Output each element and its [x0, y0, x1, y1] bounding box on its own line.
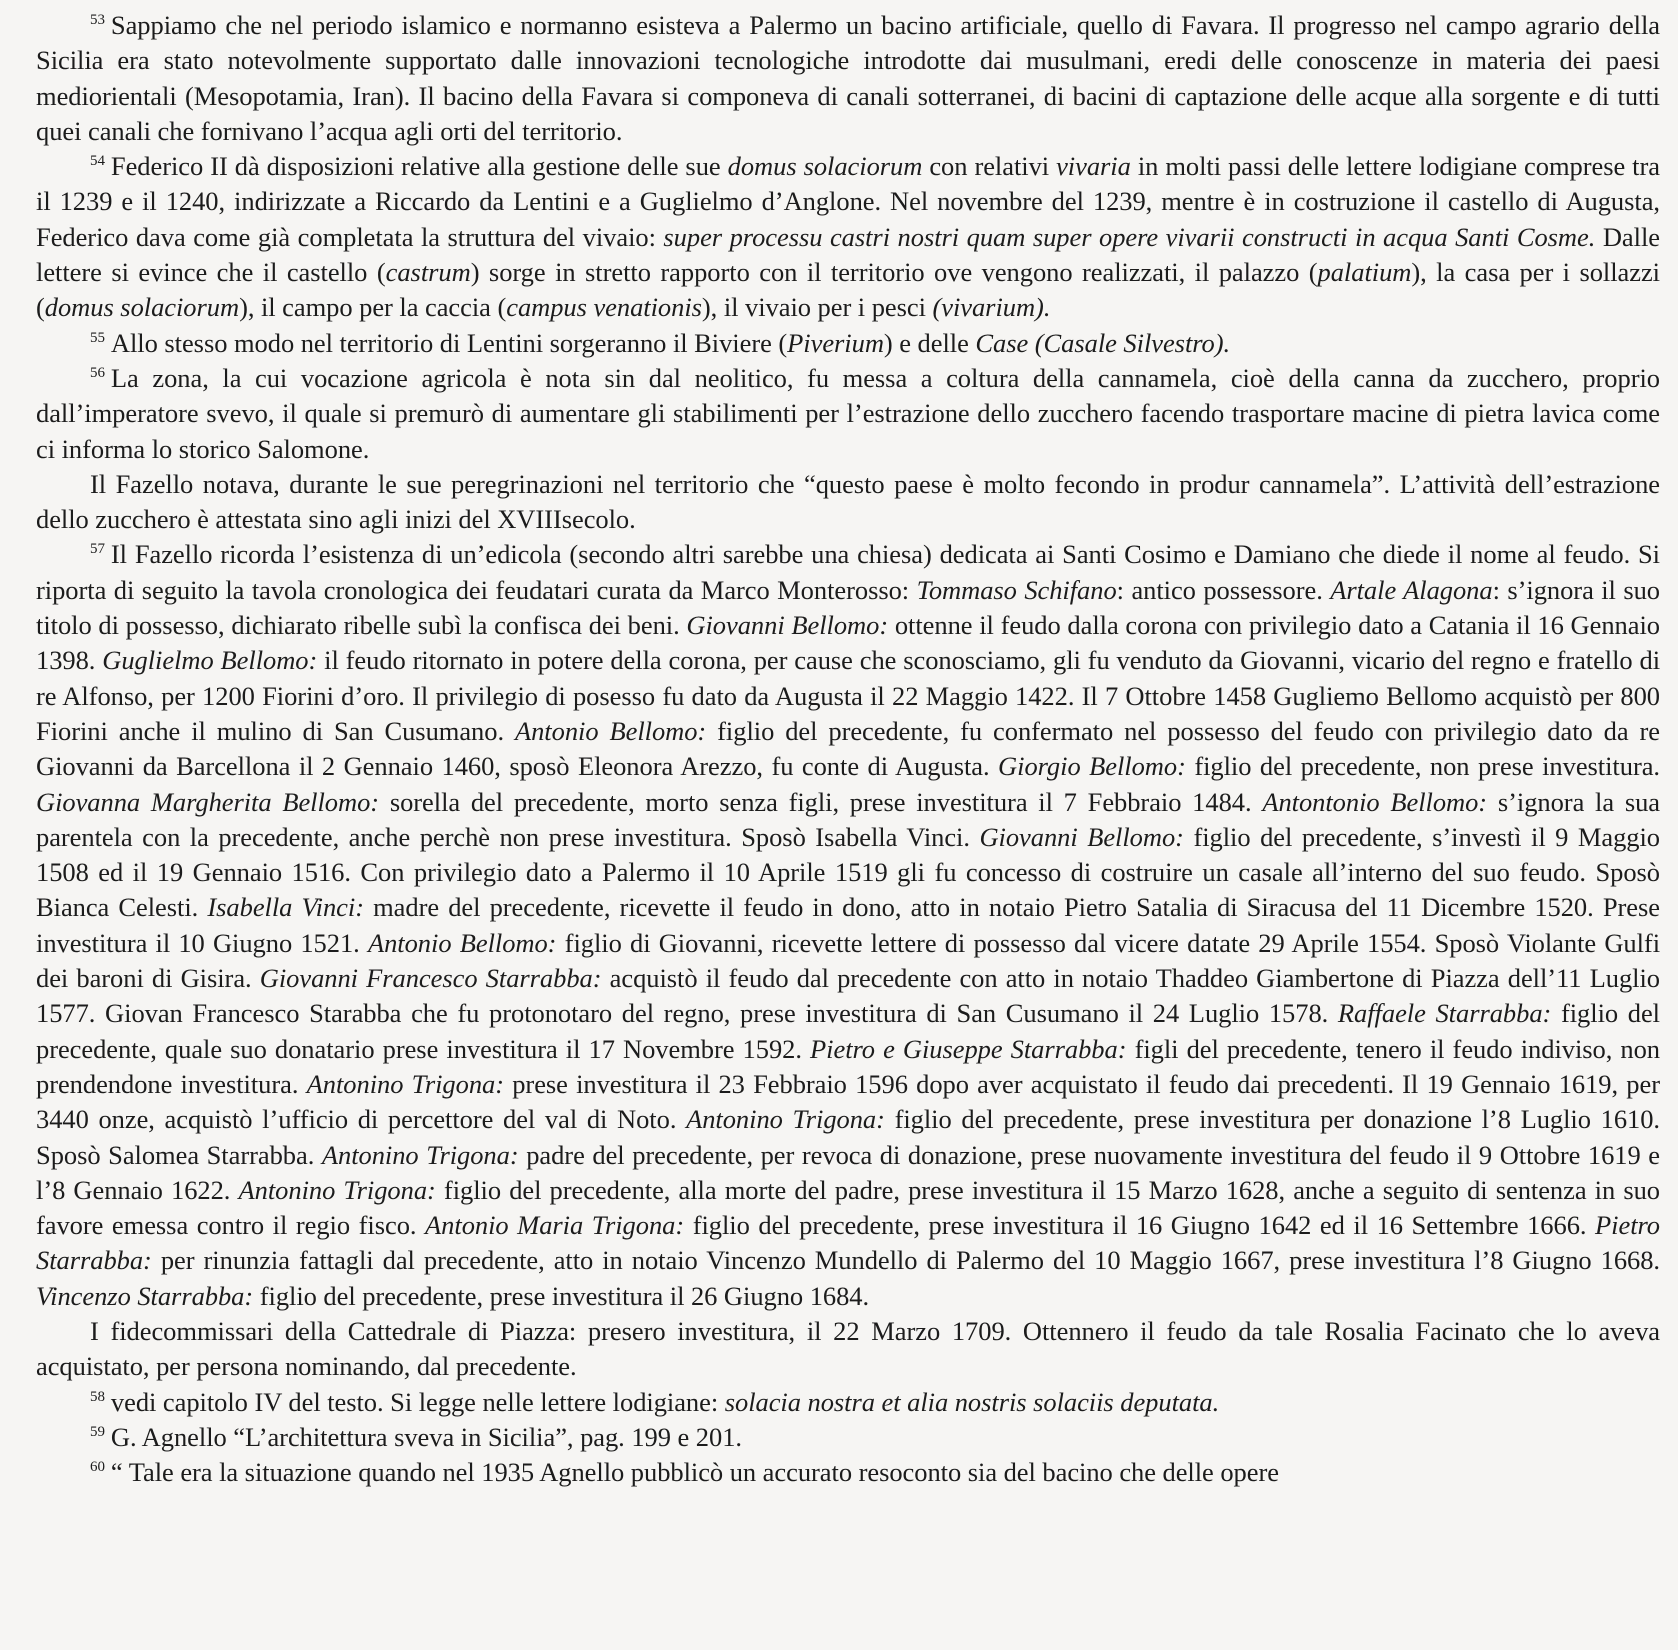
italic-run: Giovanna Margherita Bellomo:	[36, 786, 380, 817]
text-run: per rinunzia fattagli dal precedente, atto in notaio Vincenzo Mundello di Palermo del 10 Maggio 1667, prese investitura l’8 Giugno 1668.	[151, 1245, 1660, 1276]
footnote-53	[36, 8, 1660, 149]
italic-run: Isabella Vinci:	[207, 892, 364, 923]
footnote-59	[36, 1420, 1660, 1455]
text-run: ), il vivaio per i pesci	[701, 292, 933, 323]
italic-run: Antonio Bellomo:	[367, 927, 557, 958]
text-run: La zona, la cui vocazione agricola è nota sin dal neolitico, fu messa a coltura della cannamela, cioè della canna da zucchero, proprio dall’imperatore svevo, il quale si premurò di aumentare gli stabilimenti per l’estrazione dello zucchero facendo trasportare macine di pietra lavica come ci informa lo storico Salomone.	[36, 362, 1660, 464]
footnote-56	[36, 361, 1660, 467]
text-run: prese investitura il 23 Febbraio 1596 dopo aver acquistato il feudo dai precedenti. Il 19 Gennaio 1619, per 3440 onze, acquistò l’ufficio di percettore del val di Noto.	[36, 1068, 1660, 1135]
text-run: figlio del precedente, s’investì il 9 Maggio 1508 ed il 19 Gennaio 1516. Con privilegio dato a Palermo il 10 Aprile 1519 gli fu concesso di costruire un casale all’interno del suo feudo. Sposò Bianca Celesti.	[36, 821, 1661, 923]
footnote-number: 54	[90, 153, 105, 170]
italic-run: super processu castri nostri quam super opere vivarii constructi in acqua Santi Cosme.	[663, 221, 1596, 252]
text-run: figlio del precedente, alla morte del padre, prese investitura il 15 Marzo 1628, anche a seguito di sentenza in suo favore emessa contro il regio fisco.	[36, 1174, 1660, 1241]
footnote-number: 57	[90, 541, 105, 558]
footnote-60	[36, 1455, 1660, 1490]
text-run: figlio del precedente, prese investitura per donazione l’8 Luglio 1610. Sposò Salomea Starrabba.	[36, 1104, 1660, 1170]
italic-run: Giovanni Bellomo:	[979, 821, 1184, 852]
footnote-number: 55	[90, 329, 105, 346]
text-run: Sappiamo che nel periodo islamico e normanno esisteva a Palermo un bacino artificiale, quello di Favara. Il progresso nel campo agrario della Sicilia era stato notevolmente supportato dalle innovazioni tecnologiche introdotte dai musulmani, eredi delle conoscenze in materia dei paesi mediorientali (Mesopotamia, Iran). Il bacino della Favara si componeva di canali sotterranei, di bacini di captazione delle acque alla sorgente e di tutti quei canali che fornivano l’acqua agli orti del territorio.	[36, 10, 1660, 146]
italic-run: palatium	[1317, 257, 1412, 288]
italic-run: Antonio Bellomo:	[514, 715, 707, 746]
text-run: il feudo ritornato in potere della corona, per cause che sconosciamo, gli fu venduto da Giovanni, vicario del regno e fratello di re Alfonso, per 1200 Fiorini d’oro. Il privilegio di posesso fu dato da Augusta il 22 Maggio 1422. Il 7 Ottobre 1458 Gugliemo Bellomo acquistò per 800 Fiorini anche il mulino di San Cusumano.	[36, 645, 1661, 746]
italic-run: domus solaciorum	[44, 292, 240, 323]
italic-run: Antonio Maria Trigona:	[425, 1210, 685, 1241]
text-run: : antico possessore.	[1116, 574, 1331, 605]
text-run: figlio del precedente, quale suo donatario prese investitura il 17 Novembre 1592.	[36, 998, 1660, 1064]
text-run: figlio del precedente, non prese investitura.	[1185, 751, 1661, 782]
footnote-58	[36, 1385, 1660, 1420]
text-run: G. Agnello “L’architettura sveva in Sicilia”, pag. 199 e 201.	[110, 1421, 742, 1452]
footnote-number: 53	[90, 12, 105, 28]
italic-run: Antonino Trigona:	[238, 1174, 436, 1205]
footnote-number: 60	[90, 1459, 105, 1476]
text-run: “ Tale era la situazione quando nel 1935 Agnello pubblicò un accurato resoconto sia del bacino che delle opere	[110, 1457, 1279, 1488]
text-run: ), la casa per i sollazzi (	[36, 257, 1660, 323]
italic-run: Antonino Trigona:	[686, 1104, 885, 1135]
italic-run: Tommaso Schifano	[916, 574, 1117, 605]
italic-run: Giovanni Bellomo:	[686, 610, 889, 641]
italic-run: domus solaciorum	[727, 151, 923, 182]
text-run: figlio del precedente, fu confermato nel possesso del feudo con privilegio dato da re Giovanni da Barcellona il 2 Gennaio 1460, sposò Eleonora Arezzo, fu conte di Augusta.	[36, 715, 1661, 782]
italic-run: Vincenzo Starrabba:	[36, 1280, 254, 1311]
italic-run: Piverium	[787, 327, 884, 358]
italic-run: campus venationis	[506, 292, 702, 323]
footnote-56-continuation	[36, 467, 1660, 538]
text-run: Il Fazello notava, durante le sue peregrinazioni nel territorio che “questo paese è molto fecondo in produr cannamela”. L’attività dell’estrazione dello zucchero è attestata sino agli inizi del XVIIIsecolo.	[36, 468, 1660, 535]
footnote-57	[36, 537, 1660, 1314]
text-run: ), il campo per la caccia (	[239, 292, 507, 323]
italic-run: Giovanni Francesco Starrabba:	[259, 963, 602, 994]
text-run: I fidecommissari della Cattedrale di Piazza: presero investitura, il 22 Marzo 1709. Ottennero il feudo da tale Rosalia Facinato che lo aveva acquistato, per persona nominando, dal precedente.	[36, 1315, 1660, 1382]
italic-run: Giorgio Bellomo:	[998, 751, 1186, 782]
italic-run: castrum	[385, 257, 471, 288]
text-run: ) sorge in stretto rapporto con il territorio ove vengono realizzati, il palazzo (	[470, 257, 1318, 288]
italic-run: Pietro e Giuseppe Starrabba:	[810, 1033, 1127, 1064]
text-run: Dalle lettere si evince che il castello (	[36, 221, 1660, 288]
footnote-number: 56	[90, 364, 105, 381]
text-run: s’ignora la sua parentela con la precedente, anche perchè non prese investitura. Sposò Isabella Vinci.	[36, 786, 1660, 852]
text-run: Allo stesso modo nel territorio di Lentini sorgeranno il Biviere (	[110, 327, 788, 358]
text-run: vedi capitolo IV del testo. Si legge nelle lettere lodigiane:	[110, 1386, 725, 1417]
italic-run: Antontonio Bellomo:	[1262, 786, 1488, 817]
italic-run: (vivarium).	[932, 292, 1051, 323]
footnote-number: 58	[90, 1388, 105, 1405]
italic-run: Raffaele Starrabba:	[1337, 998, 1552, 1029]
footnotes	[36, 8, 1660, 1490]
italic-run: Artale Alagona	[1330, 574, 1493, 605]
footnote-55	[36, 326, 1660, 361]
text-run: figlio di Giovanni, ricevette lettere di possesso dal vicere datate 29 Aprile 1554. Sposò Violante Gulfi dei baroni di Gisira.	[36, 927, 1661, 994]
footnote-54	[36, 149, 1660, 325]
text-run: ) e delle	[883, 327, 976, 358]
italic-run: vivaria	[1056, 151, 1131, 182]
text-run: padre del precedente, per revoca di donazione, prese nuovamente investitura del feudo il 9 Ottobre 1619 e l’8 Gennaio 1622.	[36, 1139, 1660, 1205]
italic-run: Case (Casale Silvestro).	[975, 327, 1231, 358]
italic-run: Guglielmo Bellomo:	[102, 645, 318, 676]
text-run: madre del precedente, ricevette il feudo in dono, atto in notaio Pietro Satalia di Siracusa del 11 Dicembre 1520. Prese investitura il 10 Giugno 1521.	[36, 892, 1660, 958]
text-run: Il Fazello ricorda l’esistenza di un’edicola (secondo altri sarebbe una chiesa) dedicata ai Santi Cosimo e Damiano che diede il nome al feudo. Si riporta di seguito la tavola cronologica dei feudatari curata da Marco Monterosso:	[36, 539, 1660, 605]
italic-run: Pietro Starrabba:	[36, 1210, 1661, 1276]
footnote-57-continuation	[36, 1314, 1660, 1385]
italic-run: solacia nostra et alia nostris solaciis deputata.	[724, 1386, 1220, 1417]
text-run: figlio del precedente, prese investitura il 26 Giugno 1684.	[253, 1280, 870, 1311]
text-run: : s’ignora il suo titolo di possesso, dichiarato ribelle subì la confisca dei beni.	[36, 574, 1660, 641]
italic-run: Antonino Trigona:	[306, 1068, 504, 1099]
text-run: sorella del precedente, morto senza figli, prese investitura il 7 Febbraio 1484.	[379, 786, 1263, 817]
footnote-number: 59	[90, 1423, 105, 1440]
text-run: acquistò il feudo dal precedente con atto in notaio Thaddeo Giambertone di Piazza dell’11 Luglio 1577. Giovan Francesco Starabba che fu protonotaro del regno, prese investitura di San Cusumano il 24 Luglio 1578.	[36, 963, 1660, 1029]
text-run: con relativi	[922, 151, 1057, 182]
text-run: ottenne il feudo dalla corona con privilegio dato a Catania il 16 Gennaio 1398.	[36, 610, 1660, 676]
text-run: figli del precedente, tenero il feudo indiviso, non prendendone investitura.	[36, 1033, 1661, 1099]
italic-run: Antonino Trigona:	[321, 1139, 519, 1170]
text-run: figlio del precedente, prese investitura il 16 Giugno 1642 ed il 16 Settembre 1666.	[684, 1210, 1596, 1241]
text-run: Federico II dà disposizioni relative alla gestione delle sue	[110, 151, 728, 182]
text-run: in molti passi delle lettere lodigiane comprese tra il 1239 e il 1240, indirizzate a Riccardo da Lentini e a Guglielmo d’Anglone. Nel novembre del 1239, mentre è in costruzione il castello di Augusta, Federico dava come già completata la struttura del vivaio:	[36, 151, 1660, 252]
